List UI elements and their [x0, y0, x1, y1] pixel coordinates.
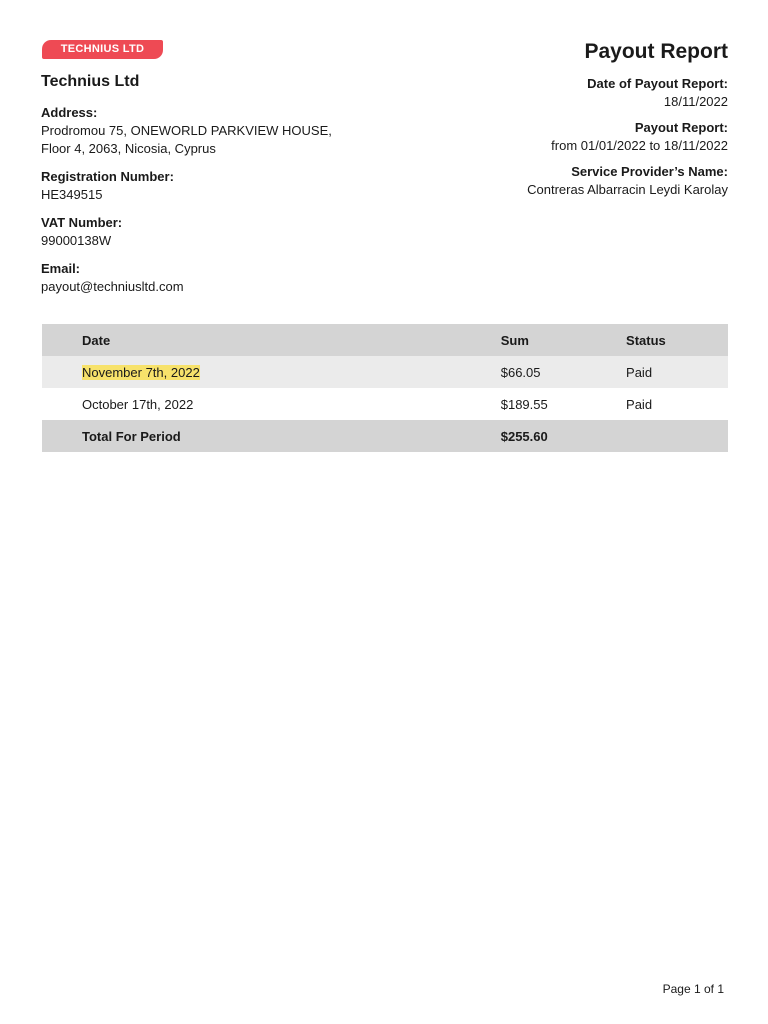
report-period-value: from 01/01/2022 to 18/11/2022: [551, 138, 728, 153]
report-period-label: Payout Report:: [634, 120, 728, 135]
row-status: Paid: [626, 396, 653, 412]
report-date-group: [408, 75, 728, 111]
report-date-value: 18/11/2022: [663, 94, 728, 109]
company-name: Technius Ltd: [41, 73, 140, 90]
header-date: Date: [82, 332, 111, 348]
address-label: Address:: [41, 105, 98, 120]
table-header-row: [42, 324, 728, 356]
vat-value: 99000138W: [41, 233, 112, 248]
vat-label: VAT Number:: [41, 215, 123, 230]
registration-group: [41, 168, 381, 204]
email-label: Email:: [41, 261, 81, 276]
report-details: [408, 75, 728, 207]
report-title: Payout Report: [584, 40, 728, 63]
table-row: [42, 388, 728, 420]
report-period-group: [408, 119, 728, 155]
provider-label: Service Provider’s Name:: [571, 164, 728, 179]
header-status: Status: [626, 332, 666, 348]
row-date: October 17th, 2022: [82, 396, 194, 412]
provider-value: Contreras Albarracin Leydi Karolay: [527, 182, 728, 197]
email-group: [41, 260, 381, 296]
row-status: Paid: [626, 364, 653, 380]
address-line-2: Floor 4, 2063, Nicosia, Cyprus: [41, 141, 216, 156]
total-label: Total For Period: [82, 428, 181, 444]
company-logo: TECHNIUS LTD: [42, 40, 163, 59]
page-number: Page 1 of 1: [662, 982, 724, 996]
row-sum: $189.55: [500, 396, 548, 412]
row-sum: $66.05: [500, 364, 541, 380]
total-sum: $255.60: [500, 428, 548, 444]
registration-value: HE349515: [41, 187, 103, 202]
address-line-1: Prodromou 75, ONEWORLD PARKVIEW HOUSE,: [41, 123, 332, 138]
row-date-highlighted: November 7th, 2022: [82, 364, 200, 380]
total-status-empty: [626, 420, 728, 452]
address-group: [41, 104, 381, 158]
provider-group: [408, 163, 728, 199]
email-value: payout@techniusltd.com: [41, 279, 184, 294]
registration-label: Registration Number:: [41, 169, 174, 184]
report-date-label: Date of Payout Report:: [587, 76, 728, 91]
table-row: [42, 356, 728, 388]
table-total-row: [42, 420, 728, 452]
header-sum: Sum: [500, 332, 529, 348]
row-date-cell: [42, 356, 501, 388]
payout-table: [42, 324, 728, 452]
company-details: [41, 104, 381, 306]
vat-group: [41, 214, 381, 250]
